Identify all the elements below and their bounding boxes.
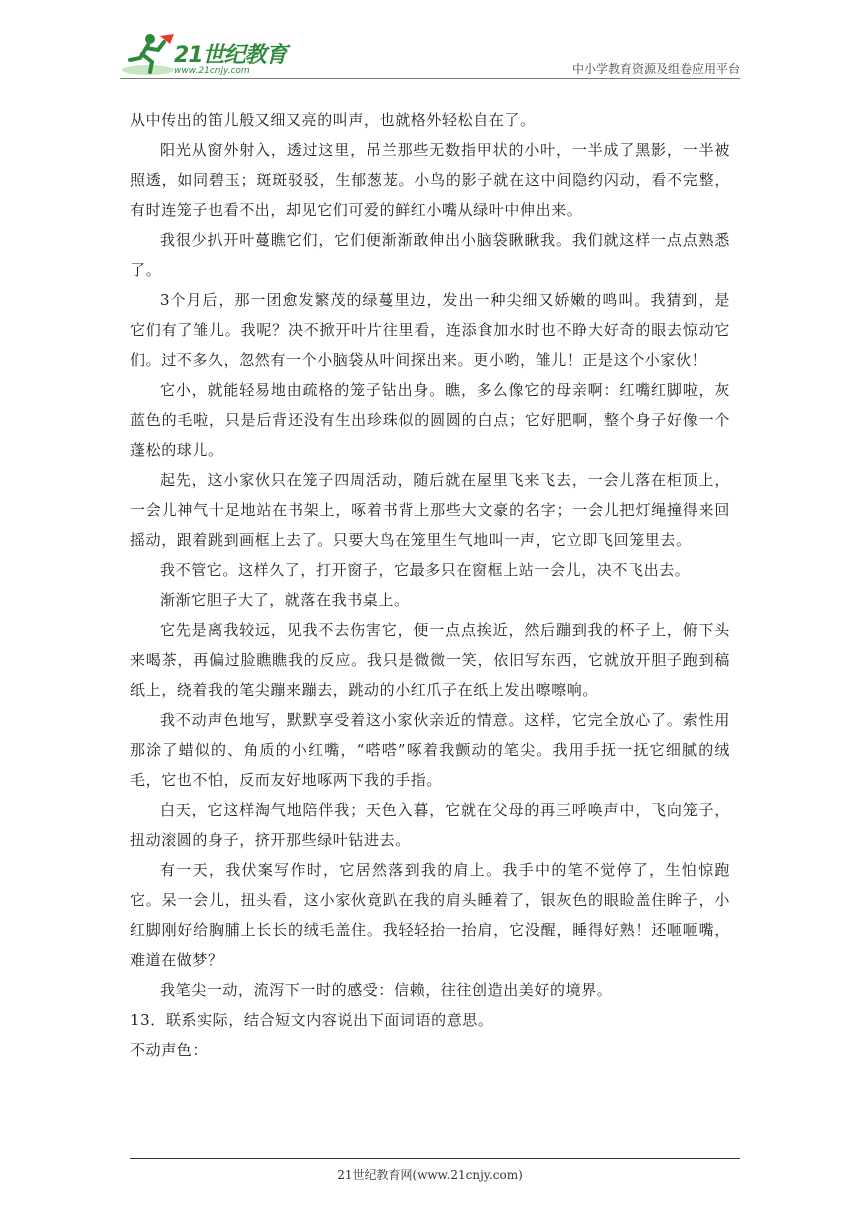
logo-url: www.21cnjy.com [174, 66, 250, 76]
question-prompt: 13．联系实际，结合短文内容说出下面词语的意思。 [130, 1011, 494, 1029]
paragraph: 我不管它。这样久了，打开窗子，它最多只在窗框上站一会儿，决不飞出去。 [160, 561, 691, 579]
article-body [130, 105, 730, 1065]
page-footer: 21世纪教育网(www.21cnjy.com) [337, 1168, 523, 1182]
site-name: 中小学教育资源及组卷应用平台 [571, 62, 740, 76]
paragraph: 我不动声色地写，默默享受着这小家伙亲近的情意。这样，它完全放心了。索性用那涂了蜡似的、角质的小红嘴，“嗒嗒”啄着我颤动的笔尖。我用手抚一抚它细腻的绒毛，它也不怕，反而友好地啄两下我的手指。 [130, 711, 730, 789]
footer-divider [130, 1158, 740, 1159]
paragraph: 它小，就能轻易地由疏格的笼子钻出身。瞧，多么像它的母亲啊：红嘴红脚啦，灰蓝色的毛啦，只是后背还没有生出珍珠似的圆圆的白点；它好肥啊，整个身子好像一个蓬松的球儿。 [130, 381, 730, 459]
paragraph: 阳光从窗外射入，透过这里，吊兰那些无数指甲状的小叶，一半成了黑影，一半被照透，如同碧玉；斑斑驳驳，生郁葱茏。小鸟的影子就在这中间隐约闪动，看不完整，有时连笼子也看不出，却见它们可爱的鲜红小嘴从绿叶中伸出来。 [130, 141, 730, 219]
logo-text: 21世纪教育 [174, 43, 287, 68]
paragraph: 从中传出的笛儿般又细又亮的叫声，也就格外轻松自在了。 [130, 111, 536, 129]
paragraph: 渐渐它胆子大了，就落在我书桌上。 [160, 591, 410, 609]
paragraph: 我笔尖一动，流泻下一时的感受：信赖，往往创造出美好的境界。 [160, 981, 613, 999]
page-header [120, 30, 740, 80]
header-divider [120, 78, 740, 79]
answer-label: 不动声色： [130, 1041, 209, 1059]
paragraph: 有一天，我伏案写作时，它居然落到我的肩上。我手中的笔不觉停了，生怕惊跑它。呆一会儿，扭头看，这小家伙竟趴在我的肩头睡着了，银灰色的眼睑盖住眸子，小红脚刚好给胸脯上长长的绒毛盖住。我轻轻抬一抬肩，它没醒，睡得好熟！还咂咂嘴，难道在做梦？ [130, 861, 730, 969]
runner-logo-icon [120, 30, 176, 78]
paragraph: 它先是离我较远，见我不去伤害它，便一点点挨近，然后蹦到我的杯子上，俯下头来喝茶，再偏过脸瞧瞧我的反应。我只是微微一笑，依旧写东西，它就放开胆子跑到稿纸上，绕着我的笔尖蹦来蹦去，跳动的小红爪子在纸上发出嚓嚓响。 [130, 621, 730, 699]
paragraph: 3个月后，那一团愈发繁茂的绿蔓里边，发出一种尖细又娇嫩的鸣叫。我猜到，是它们有了雏儿。我呢？决不掀开叶片往里看，连添食加水时也不睁大好奇的眼去惊动它们。过不多久，忽然有一个小脑袋从叶间探出来。更小哟，雏儿！正是这个小家伙！ [130, 291, 730, 369]
site-logo [120, 30, 290, 78]
paragraph: 起先，这小家伙只在笼子四周活动，随后就在屋里飞来飞去，一会儿落在柜顶上，一会儿神气十足地站在书架上，啄着书背上那些大文豪的名字；一会儿把灯绳撞得来回摇动，跟着跳到画框上去了。只要大鸟在笼里生气地叫一声，它立即飞回笼里去。 [130, 471, 730, 549]
paragraph: 白天，它这样淘气地陪伴我；天色入暮，它就在父母的再三呼唤声中，飞向笼子，扭动滚圆的身子，挤开那些绿叶钻进去。 [130, 801, 730, 849]
paragraph: 我很少扒开叶蔓瞧它们，它们便渐渐敢伸出小脑袋瞅瞅我。我们就这样一点点熟悉了。 [130, 231, 730, 279]
